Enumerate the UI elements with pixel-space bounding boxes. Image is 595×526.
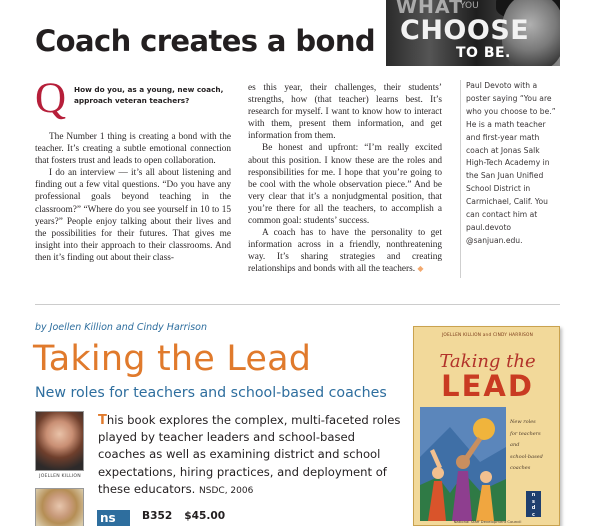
cover-logo-letter: d — [531, 505, 536, 511]
article-paragraph-last — [248, 227, 442, 275]
interview-question: How do you, as a young, new coach, approach veteran teachers? — [74, 85, 224, 105]
publisher-info: NSDC, 2006 — [199, 485, 254, 496]
photo-text-line3: CHOOSE — [400, 15, 530, 46]
article-column-2 — [248, 82, 442, 276]
article-paragraph: I do an interview — it’s all about listening and finding out a few vital questions. “Do you have any professional goals beyond teaching in the classroom?” “Where do you see yourself in 10 to 15 years?” People enjoy talking about their lives and the possibilities for their futures. That gives me insight into their approach to their classrooms. And then it’s finding out about their class- — [35, 168, 231, 263]
photo-text-line2: YOU — [460, 1, 479, 11]
cover-tagline-line: for teachers — [510, 430, 541, 437]
item-price: $45.00 — [184, 510, 226, 522]
section-divider — [35, 304, 560, 305]
book-cover[interactable] — [413, 326, 560, 526]
poster-photo — [386, 0, 560, 66]
author-photo-harrison — [35, 488, 84, 526]
book-subtitle: New roles for teachers and school-based coaches — [35, 385, 387, 401]
question-initial: Q — [35, 75, 67, 122]
photo-caption-sidebar: Paul Devoto with a poster saying “You are who you choose to be.” He is a math teacher and first-year math coach at Jonas Salk High-Tech Academy in the San Juan Unified School District in Carmichael, Calif. You can contact him at paul.devoto @sanjuan.edu. — [466, 81, 556, 245]
article-headline: Coach creates a bond — [35, 24, 376, 58]
article-paragraph: The Number 1 thing is creating a bond with the teacher. It’s creating a subtle emotional connection that fosters trust and leads to open collaboration. — [35, 132, 231, 167]
cover-tagline-line: school-based — [510, 453, 543, 460]
photo-text-line1: WHAT — [396, 0, 464, 18]
cover-tagline-line: New roles — [510, 419, 536, 425]
article-paragraph-text: A coach has to have the personality to get information across in a friendly, nonthreatening way. It’s sharing strategies and creating relationships and bonds with all the teachers. — [248, 228, 442, 275]
sidebar-divider — [460, 80, 461, 278]
cover-logo-letter: c — [532, 511, 535, 518]
order-info[interactable] — [142, 510, 225, 522]
cover-authors: JOELLEN KILLION and CINDY HARRISON — [441, 333, 534, 338]
nsdc-logo-icon: ns — [97, 510, 130, 526]
author-caption-killion: JOELLEN KILLION — [39, 474, 81, 479]
article-paragraph: es this year, their challenges, their students’ strengths, how (that teacher) learns best. It’s research for myself. I want to know how to interact with them, present them information, and get information from them. — [248, 83, 442, 142]
book-description — [98, 412, 403, 500]
end-mark-icon: ◆ — [417, 264, 424, 274]
cover-organization: National Staff Development Council — [453, 519, 522, 524]
description-text: his book explores the complex, multi-faceted roles played by teacher leaders and school-based coaches as well as examining district and school expectations, hiring practices, and deployment of these educators. — [98, 413, 401, 496]
description-initial: T — [98, 413, 107, 428]
item-code: B352 — [142, 510, 173, 522]
cover-tagline — [510, 417, 558, 475]
cover-title-line2: LEAD — [441, 369, 534, 403]
cover-nsdc-logo-icon — [526, 491, 541, 517]
author-photo-killion — [35, 411, 84, 471]
cover-title-line1: Taking the — [439, 351, 536, 372]
cover-illustration — [420, 407, 506, 521]
article-paragraph: Be honest and upfront: “I’m really excited about this position. I know these are the roles and responsibilities for me. I hope that you’re going to be cool with the whole observation piece.” And be very clear that it’s a nonjudgmental position, that you’re there for all the teachers, to accomplish a common goal: students’ success. — [248, 143, 442, 227]
cover-logo-letter: s — [532, 498, 535, 505]
cover-logo-letter: n — [531, 492, 536, 498]
cover-tagline-line: and — [510, 442, 520, 448]
photo-text-line4: TO BE. — [456, 45, 511, 61]
cover-tagline-line: coaches — [510, 465, 531, 471]
book-byline: by Joellen Killion and Cindy Harrison — [35, 322, 207, 333]
book-title: Taking the Lead — [33, 339, 312, 379]
